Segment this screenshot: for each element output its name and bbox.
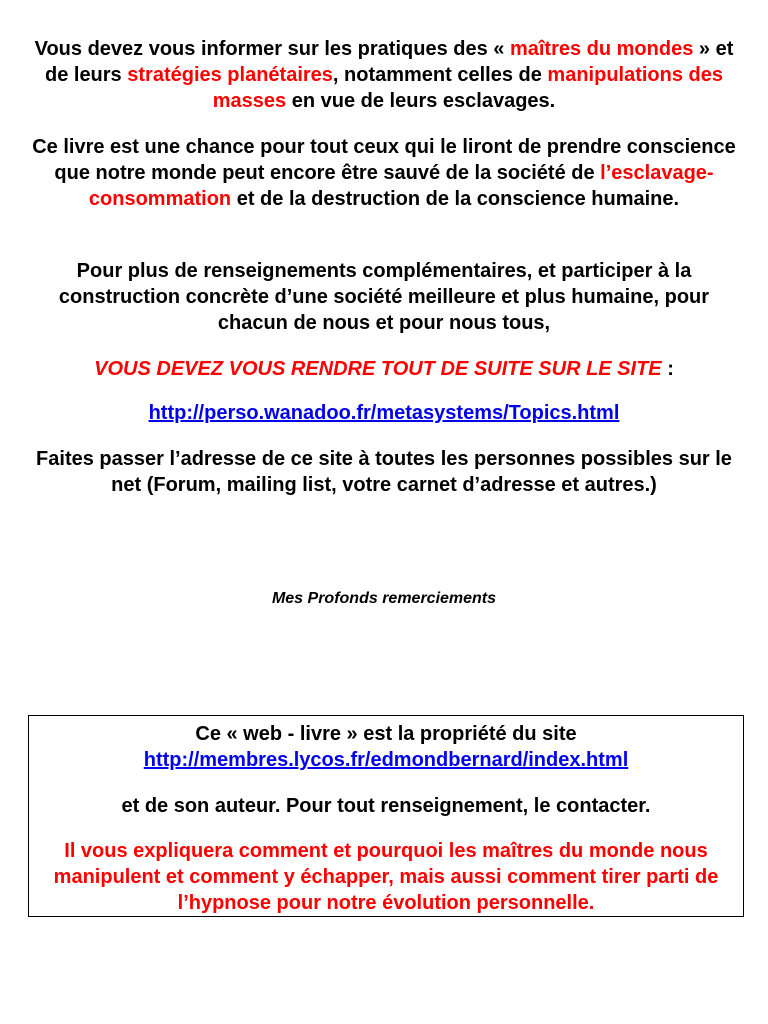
ownership-line: Ce « web - livre » est la propriété du site bbox=[195, 723, 577, 745]
strategies-highlight: stratégies planétaires bbox=[127, 64, 333, 86]
masters-highlight: maîtres du mondes bbox=[509, 38, 694, 60]
book-text-1: Ce livre est une chance pour tout ceux qui le liront de prendre conscience que notre monde peut encore être sauvé de la société de bbox=[32, 136, 736, 184]
info-paragraph: Pour plus de renseignements complémentaires, et participer à la construction concrète d’une société meilleure et plus humaine, pour chacun de nous et pour nous tous, bbox=[58, 260, 710, 334]
slavery-highlight: l’esclavage-consommation bbox=[88, 162, 714, 210]
book-text-2: et de la destruction de la conscience humaine. bbox=[231, 188, 680, 210]
intro-text-2: » et de leurs bbox=[44, 38, 734, 86]
share-paragraph: Faites passer l’adresse de ce site à toutes les personnes possibles sur le net (Forum, mailing list, votre carnet d’adresse et autres.) bbox=[36, 448, 732, 496]
intro-text-1: Vous devez vous informer sur les pratiques des « bbox=[34, 38, 510, 60]
book-paragraph bbox=[30, 134, 738, 212]
ownership-box bbox=[28, 715, 744, 917]
explanation-paragraph: Il vous expliquera comment et pourquoi les maîtres du monde nous manipulent et comment y échapper, mais aussi comment tirer parti de l’hypnose pour notre évolution personnelle. bbox=[53, 840, 719, 914]
call-to-action-tail: : bbox=[661, 358, 674, 380]
intro-text-4: en vue de leurs esclavages. bbox=[286, 90, 556, 112]
topics-link[interactable]: http://perso.wanadoo.fr/metasystems/Topics.html bbox=[148, 402, 620, 424]
author-line: et de son auteur. Pour tout renseignement, le contacter. bbox=[121, 795, 651, 817]
intro-paragraph bbox=[30, 36, 738, 114]
site-link[interactable]: http://membres.lycos.fr/edmondbernard/index.html bbox=[143, 749, 629, 771]
call-to-action-red: VOUS DEVEZ VOUS RENDRE TOUT DE SUITE SUR LE SITE bbox=[94, 358, 662, 380]
intro-text-3: , notamment celles de bbox=[332, 64, 548, 86]
manipulations-highlight: manipulations des masses bbox=[212, 64, 724, 112]
thanks-line: Mes Profonds remerciements bbox=[271, 590, 497, 607]
topics-link-line bbox=[30, 400, 738, 426]
call-to-action bbox=[30, 356, 738, 382]
site-link-line bbox=[29, 747, 743, 773]
